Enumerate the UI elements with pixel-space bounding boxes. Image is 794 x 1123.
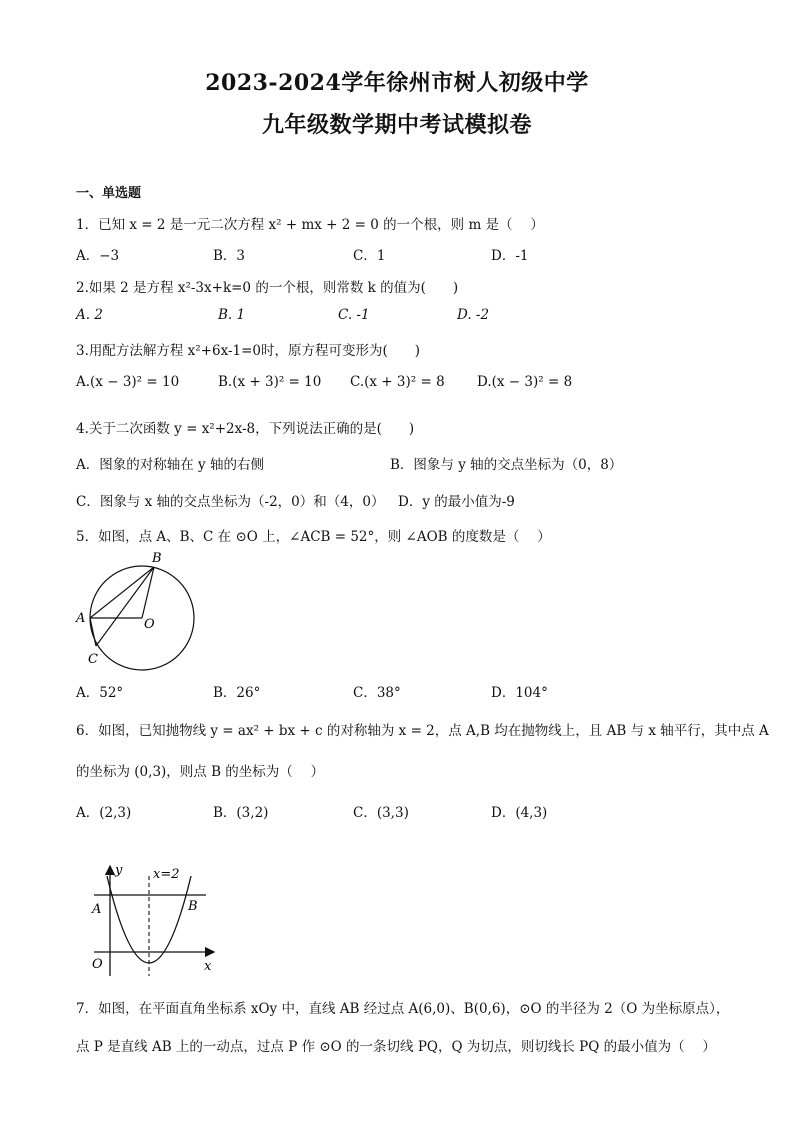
segment-ac [90, 618, 96, 646]
question-4-option-d: D．y 的最小值为-9 [398, 494, 515, 510]
question-1-option-d: D．-1 [491, 248, 529, 264]
circle-figure [74, 548, 214, 673]
question-4-option-a: A．图象的对称轴在 y 轴的右侧 [76, 457, 264, 473]
label-o: O [92, 957, 103, 972]
question-1-option-b: B．3 [213, 248, 246, 264]
question-7-stem-line2: 点 P 是直线 AB 上的一动点，过点 P 作 ⊙O 的一条切线 PQ，Q 为切点，则切线长 PQ 的最小值为（ ） [76, 1039, 716, 1055]
question-6-option-c: C．(3,3) [353, 805, 409, 821]
section-heading: 一、单选题 [76, 186, 142, 201]
question-1-option-c: C．1 [353, 248, 386, 264]
label-x: x [204, 959, 212, 974]
label-axis: x=2 [153, 867, 180, 882]
question-2-option-d: D. -2 [457, 307, 490, 323]
exam-title: 2023-2024学年徐州市树人初级中学 [205, 70, 589, 96]
question-6-stem-line1: 6．如图，已知抛物线 y = ax² + bx + c 的对称轴为 x = 2，点 A,B 均在抛物线上，且 AB 与 x 轴平行，其中点 A [76, 723, 769, 739]
question-6-option-b: B．(3,2) [213, 805, 269, 821]
question-3-option-d: D.(x − 3)² = 8 [477, 374, 573, 390]
question-4-option-c: C．图象与 x 轴的交点坐标为（-2，0）和（4，0） [76, 494, 385, 510]
question-2-option-a: A. 2 [76, 307, 103, 323]
question-6-option-a: A．(2,3) [76, 805, 132, 821]
label-a: A [92, 902, 102, 917]
question-4-option-b: B．图象与 y 轴的交点坐标为（0，8） [390, 457, 623, 473]
question-1-option-a: A．−3 [76, 248, 120, 264]
question-5-option-c: C．38° [353, 685, 401, 701]
question-3-option-b: B.(x + 3)² = 10 [218, 374, 322, 390]
label-y: y [115, 863, 123, 878]
question-2-stem: 2.如果 2 是方程 x²-3x+k=0 的一个根，则常数 k 的值为( ) [76, 280, 459, 296]
parabola-figure [88, 858, 228, 983]
question-5-option-b: B．26° [213, 685, 261, 701]
question-3-option-a: A.(x − 3)² = 10 [76, 374, 180, 390]
question-1-stem: 1．已知 x = 2 是一元二次方程 x² + mx + 2 = 0 的一个根，则 m 是（ ） [76, 217, 544, 233]
question-5-option-a: A．52° [76, 685, 124, 701]
question-4-stem: 4.关于二次函数 y = x²+2x-8，下列说法正确的是( ) [76, 421, 415, 437]
label-b: B [188, 899, 198, 914]
question-2-option-b: B. 1 [218, 307, 246, 323]
exam-subtitle: 九年级数学期中考试模拟卷 [261, 112, 532, 138]
question-2-option-c: C. -1 [338, 307, 370, 323]
question-3-stem: 3.用配方法解方程 x²+6x-1=0时，原方程可变形为( ) [76, 343, 421, 359]
question-5-stem: 5．如图，点 A、B、C 在 ⊙O 上，∠ACB = 52°，则 ∠AOB 的度数是（ ） [76, 529, 551, 545]
question-7-stem-line1: 7．如图，在平面直角坐标系 xOy 中，直线 AB 经过点 A(6,0)、B(0,6)，⊙O 的半径为 2（O 为坐标原点）， [76, 1001, 730, 1017]
label-o: O [144, 617, 155, 632]
question-6-stem-line2: 的坐标为 (0,3)，则点 B 的坐标为（ ） [76, 764, 325, 780]
question-3-option-c: C.(x + 3)² = 8 [350, 374, 445, 390]
question-5-option-d: D．104° [491, 685, 548, 701]
question-6-option-d: D．(4,3) [491, 805, 548, 821]
label-a: A [76, 611, 86, 626]
label-b: B [152, 551, 162, 566]
label-c: C [88, 652, 98, 667]
